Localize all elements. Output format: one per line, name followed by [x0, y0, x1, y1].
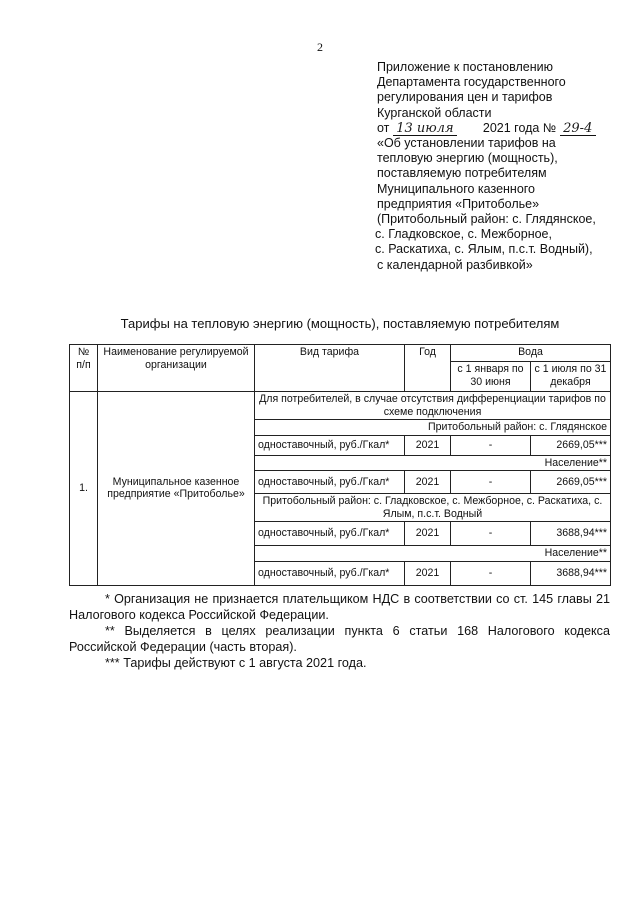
- subject-line: с календарной разбивкой»: [377, 257, 533, 272]
- tariff-period-1: -: [451, 471, 531, 494]
- tariff-period-2: 3688,94***: [531, 522, 611, 546]
- tariff-type: одноставочный, руб./Гкал*: [255, 435, 405, 455]
- appendix-block: [377, 60, 622, 273]
- table-title: Тарифы на тепловую энергию (мощность), поставляемую потребителям: [120, 316, 560, 331]
- page-number: 2: [317, 40, 323, 54]
- general-note: Для потребителей, в случае отсутствия дифференциации тарифов по схеме подключения: [255, 392, 611, 420]
- tariff-year: 2021: [405, 561, 451, 585]
- tariff-year: 2021: [405, 471, 451, 494]
- handwritten-number: 29-4: [560, 123, 596, 136]
- tariff-period-1: -: [451, 435, 531, 455]
- subject-line: тепловую энергию (мощность),: [377, 151, 558, 166]
- population-label: Население**: [255, 455, 611, 471]
- appendix-line: Департамента государственного: [377, 75, 566, 90]
- tariff-type: одноставочный, руб./Гкал*: [255, 471, 405, 494]
- tariff-year: 2021: [405, 522, 451, 546]
- year-text: 2021 года №: [482, 120, 557, 135]
- district-2: Притобольный район: с. Гладковское, с. Межборное, с. Раскатиха, с. Ялым, п.с.т. Водный: [255, 494, 611, 522]
- header-org: Наименование регулируемой организации: [98, 345, 255, 392]
- date-prefix: от: [377, 120, 390, 135]
- tariff-year: 2021: [405, 435, 451, 455]
- tariff-table: [69, 344, 611, 586]
- handwritten-date: 13 июля: [393, 123, 457, 136]
- header-row: [70, 345, 611, 362]
- header-num: № п/п: [70, 345, 98, 392]
- tariff-period-1: -: [451, 522, 531, 546]
- tariff-period-2: 2669,05***: [531, 471, 611, 494]
- footnote: ** Выделяется в целях реализации пункта 6 статьи 168 Налогового кодекса Российской Федерации (часть вторая).: [69, 624, 610, 654]
- tariff-period-2: 3688,94***: [531, 561, 611, 585]
- date-line: [377, 121, 622, 136]
- tariff-type: одноставочный, руб./Гкал*: [255, 561, 405, 585]
- footnote: *** Тарифы действуют с 1 августа 2021 года.: [105, 656, 367, 670]
- tariff-period-1: -: [451, 561, 531, 585]
- table-row: [70, 392, 611, 420]
- subject-line: Муниципального казенного: [377, 181, 536, 196]
- header-tariff-type: Вид тарифа: [255, 345, 405, 392]
- subject-line: поставляемую потребителям: [377, 166, 547, 181]
- subject-line: с. Раскатиха, с. Ялым, п.с.т. Водный),: [375, 242, 593, 257]
- header-period-2: с 1 июля по 31 декабря: [531, 362, 611, 392]
- appendix-line: регулирования цен и тарифов: [377, 90, 553, 105]
- header-year: Год: [405, 345, 451, 392]
- appendix-line: Приложение к постановлению: [377, 60, 553, 74]
- subject-line: предприятия «Притоболье»: [377, 196, 540, 211]
- footnotes: [69, 591, 610, 671]
- tariff-type: одноставочный, руб./Гкал*: [255, 522, 405, 546]
- header-water: Вода: [451, 345, 611, 362]
- district-1: Притобольный район: с. Глядянское: [255, 420, 611, 436]
- subject-line: «Об установлении тарифов на: [377, 136, 556, 151]
- subject-line: (Притобольный район: с. Глядянское,: [377, 212, 596, 227]
- subject-line: с. Гладковское, с. Межборное,: [375, 227, 552, 242]
- population-label: Население**: [255, 546, 611, 562]
- row-number: 1.: [70, 392, 98, 586]
- organization-name: Муниципальное казенное предприятие «Притоболье»: [98, 392, 255, 586]
- tariff-period-2: 2669,05***: [531, 435, 611, 455]
- footnote: * Организация не признается плательщиком НДС в соответствии со ст. 145 главы 21 Налогового кодекса Российской Федерации.: [69, 592, 610, 622]
- appendix-line: Курганской области: [377, 105, 492, 120]
- header-period-1: с 1 января по 30 июня: [451, 362, 531, 392]
